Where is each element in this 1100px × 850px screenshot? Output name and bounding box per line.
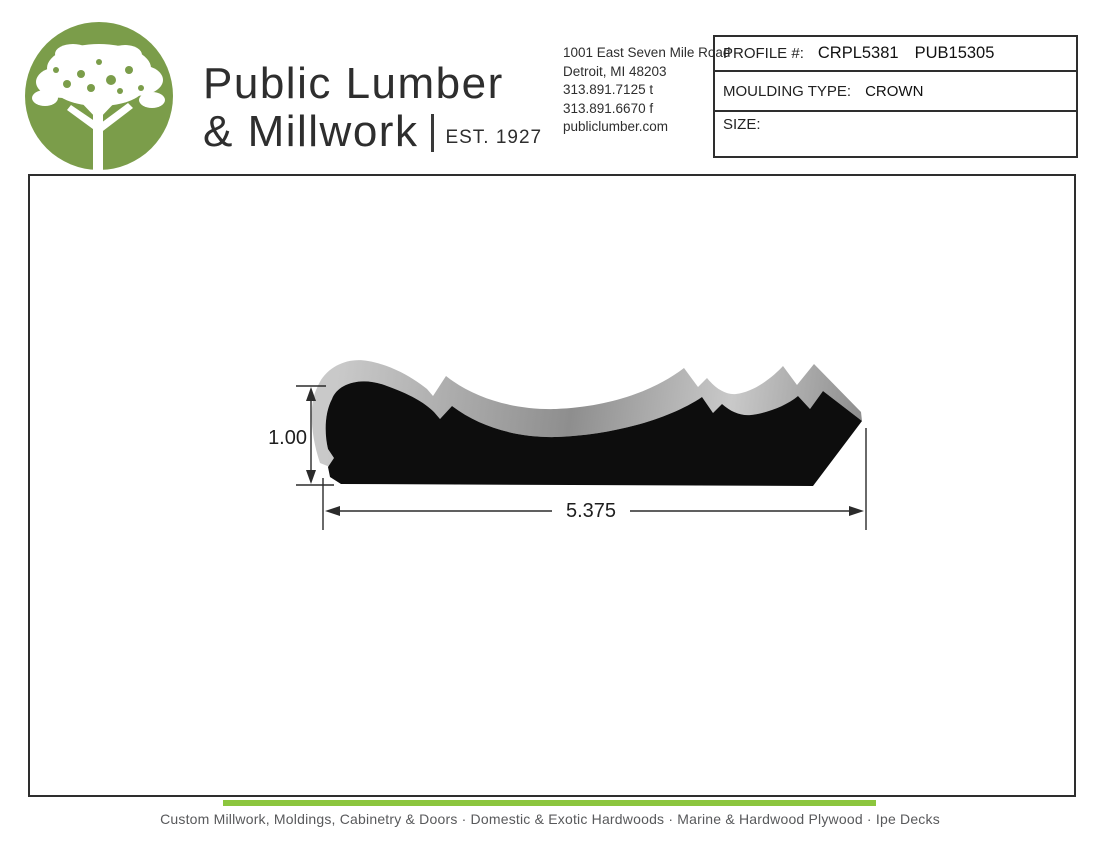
address-block [563,44,730,137]
tree-icon [25,22,173,172]
table-row-size [715,112,1076,156]
height-dimension-value: 1.00 [268,427,307,449]
address-line: Detroit, MI 48203 [563,63,667,79]
company-name-block [203,60,542,156]
company-logo [23,22,175,172]
width-dimension-value: 5.375 [565,500,617,522]
phone-line: 313.891.7125 t [563,82,654,98]
established-label: EST. 1927 [445,127,543,148]
profile-code-2: PUB15305 [914,44,995,62]
size-label: SIZE: [723,116,761,133]
divider-bar [431,114,434,152]
fax-line: 313.891.6670 f [563,100,654,116]
footer-services-text: Custom Millwork, Moldings, Cabinetry & Doors · Domestic & Exotic Hardwoods · Marine & Hardwood Plywood · Ipe Decks [160,811,940,827]
table-row-moulding-type [715,72,1076,112]
website-line: publiclumber.com [563,119,669,135]
company-name-line2: & Millwork [203,107,419,156]
address-line: 1001 East Seven Mile Road [563,45,731,60]
company-name-line1: Public Lumber [203,59,504,108]
footer-accent-bar [223,800,876,806]
moulding-type-value: CROWN [865,82,924,100]
drawing-frame [28,174,1076,797]
info-table [713,35,1078,158]
profile-number-label: PROFILE #: [723,45,804,62]
moulding-type-label: MOULDING TYPE: [723,82,852,100]
profile-code-1: CRPL5381 [817,44,899,62]
table-row-profile [715,37,1076,72]
